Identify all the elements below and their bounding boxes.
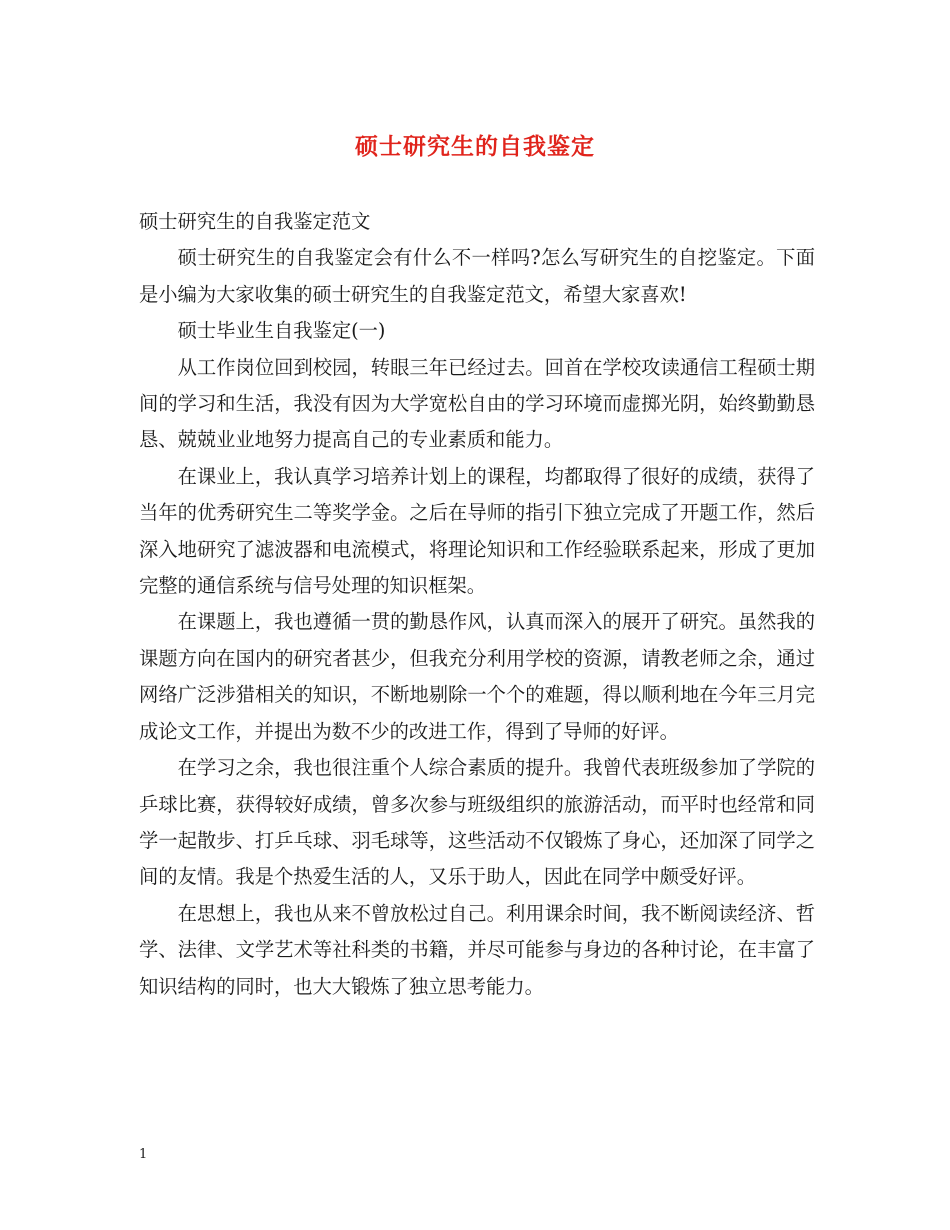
paragraph-intro: 硕士研究生的自我鉴定会有什么不一样吗?怎么写研究生的自挖鉴定。下面是小编为大家收集的硕士研究生的自我鉴定范文，希望大家喜欢! [139, 246, 815, 306]
document-body [139, 204, 815, 1005]
paragraph-1: 从工作岗位回到校园，转眼三年已经过去。回首在学校攻读通信工程硕士期间的学习和生活，我没有因为大学宽松自由的学习环境而虚掷光阴，始终勤勤恳恳、兢兢业业地努力提高自己的专业素质和能力。 [139, 355, 815, 452]
page-number: 1 [139, 1147, 148, 1162]
document-subtitle: 硕士研究生的自我鉴定范文 [139, 210, 371, 233]
document-title: 硕士研究生的自我鉴定 [355, 133, 595, 160]
paragraph-3: 在课题上，我也遵循一贯的勤恳作风，认真而深入的展开了研究。虽然我的课题方向在国内的研究者甚少，但我充分利用学校的资源，请教老师之余，通过网络广泛涉猎相关的知识，不断地剔除一个个的难题，得以顺利地在今年三月完成论文工作，并提出为数不少的改进工作，得到了导师的好评。 [139, 610, 815, 743]
paragraph-5: 在思想上，我也从来不曾放松过自己。利用课余时间，我不断阅读经济、哲学、法律、文学艺术等社科类的书籍，并尽可能参与身边的各种讨论，在丰富了知识结构的同时，也大大锻炼了独立思考能力。 [139, 901, 815, 998]
paragraph-2: 在课业上，我认真学习培养计划上的课程，均都取得了很好的成绩，获得了当年的优秀研究生二等奖学金。之后在导师的指引下独立完成了开题工作，然后深入地研究了滤波器和电流模式，将理论知识和工作经验联系起来，形成了更加完整的通信系统与信号处理的知识框架。 [139, 464, 815, 598]
section-heading: 硕士毕业生自我鉴定(一) [177, 319, 386, 343]
paragraph-4: 在学习之余，我也很注重个人综合素质的提升。我曾代表班级参加了学院的乒球比赛，获得较好成绩，曾多次参与班级组织的旅游活动，而平时也经常和同学一起散步、打乒乓球、羽毛球等，这些活动不仅锻炼了身心，还加深了同学之间的友情。我是个热爱生活的人，又乐于助人，因此在同学中颇受好评。 [139, 756, 815, 889]
